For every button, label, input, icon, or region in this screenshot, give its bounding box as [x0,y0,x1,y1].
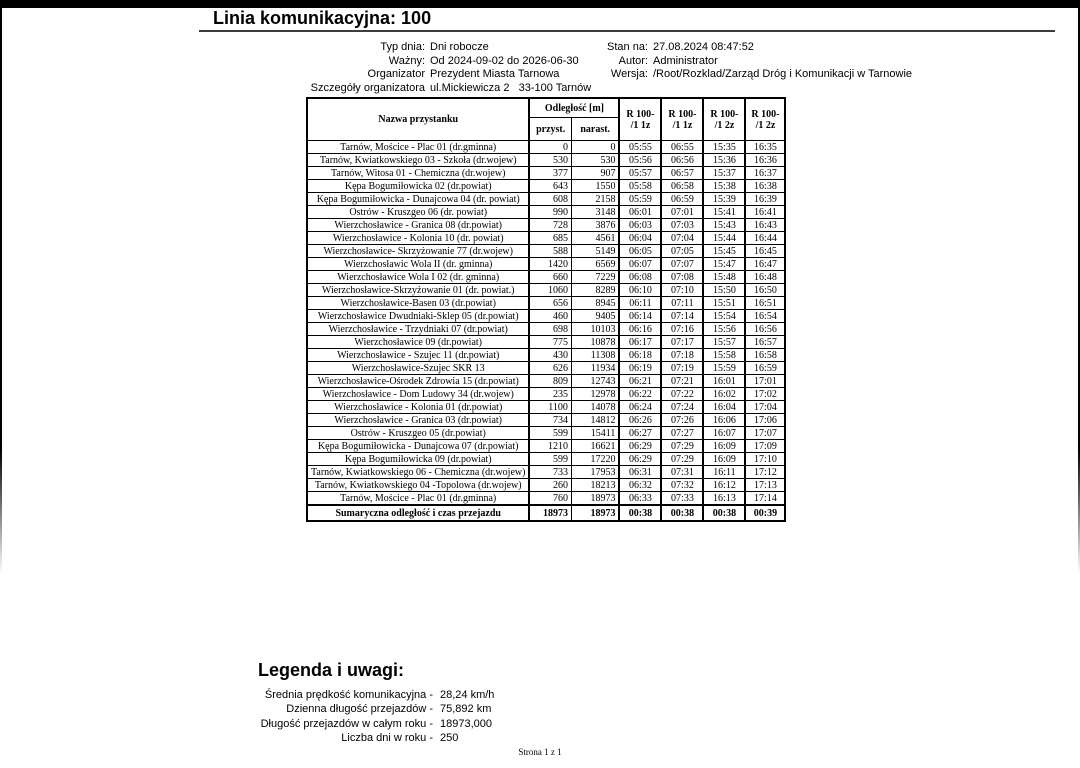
time-1: 05:58 [619,180,661,193]
meta-block-left [185,41,591,95]
time-3: 16:07 [703,427,745,440]
dist-cumulative: 15411 [571,427,619,440]
legend-item [220,731,494,745]
dist-cumulative: 3876 [571,219,619,232]
time-1: 06:29 [619,453,661,466]
dist-stop: 588 [529,245,571,258]
meta-row [185,41,591,55]
dist-cumulative: 12978 [571,388,619,401]
meta-row [185,82,591,96]
time-1: 06:31 [619,466,661,479]
stop-name: Wierzchosławice - Kolonia 10 (dr. powiat) [307,232,529,245]
course-line-1: R 100- [668,108,697,120]
col-header-stop-name: Nazwa przystanku [307,98,529,141]
meta-value: 27.08.2024 08:47:52 [653,41,754,53]
dist-stop: 0 [529,141,571,154]
time-1: 06:22 [619,388,661,401]
meta-block-right [596,41,912,82]
time-3: 15:47 [703,258,745,271]
time-4: 17:01 [745,375,785,388]
time-4: 16:59 [745,362,785,375]
time-4: 16:58 [745,349,785,362]
legend-item-value: 28,24 km/h [440,689,495,701]
scan-edge-left [0,8,2,574]
time-3: 15:41 [703,206,745,219]
course-line-2: /1 1z [672,119,693,131]
table-row [307,167,785,180]
legend-item [220,702,494,716]
time-2: 06:55 [661,141,703,154]
scan-edge-top [0,0,1080,8]
dist-cumulative: 17220 [571,453,619,466]
dist-cumulative: 14078 [571,401,619,414]
time-2: 06:59 [661,193,703,206]
stop-name: Wierzchosławice - Granica 03 (dr.powiat) [307,414,529,427]
time-2: 07:29 [661,453,703,466]
time-4: 17:14 [745,492,785,506]
stop-name: Wierzchosławice - Granica 08 (dr.powiat) [307,219,529,232]
stop-name: Ostrów - Kruszgeo 06 (dr. powiat) [307,206,529,219]
time-3: 16:13 [703,492,745,506]
time-4: 16:51 [745,297,785,310]
table-row [307,245,785,258]
dist-stop: 660 [529,271,571,284]
dist-cumulative: 14812 [571,414,619,427]
time-3: 15:57 [703,336,745,349]
legend-item-value: 250 [440,731,459,744]
summary-row [307,505,785,521]
time-1: 06:17 [619,336,661,349]
dist-cumulative: 8945 [571,297,619,310]
time-3: 15:44 [703,232,745,245]
time-3: 15:58 [703,349,745,362]
time-4: 16:56 [745,323,785,336]
table-row [307,414,785,427]
table-row [307,154,785,167]
stop-name: Tarnów, Kwiatkowskiego 03 - Szkoła (dr.wojew) [307,154,529,167]
time-4: 17:09 [745,440,785,453]
time-2: 06:57 [661,167,703,180]
time-4: 16:39 [745,193,785,206]
dist-cumulative: 11934 [571,362,619,375]
time-3: 15:59 [703,362,745,375]
time-3: 15:48 [703,271,745,284]
stop-name: Wierzchosławice - Trzydniaki 07 (dr.powiat) [307,323,529,336]
dist-stop: 990 [529,206,571,219]
time-1: 06:32 [619,479,661,492]
time-3: 16:04 [703,401,745,414]
stop-name: Kępa Bogumiłowicka 02 (dr.powiat) [307,180,529,193]
time-2: 07:29 [661,440,703,453]
meta-value: Administrator [653,54,718,67]
course-line-1: R 100- [751,108,780,120]
time-2: 06:58 [661,180,703,193]
stop-name: Wierzchosławice 09 (dr.powiat) [307,336,529,349]
time-2: 07:17 [661,336,703,349]
summary-label: Sumaryczna odległość i czas przejazdu [307,505,529,521]
dist-stop: 608 [529,193,571,206]
dist-cumulative: 6569 [571,258,619,271]
meta-label: Szczegóły organizatora [310,81,425,94]
time-4: 16:45 [745,245,785,258]
table-row [307,193,785,206]
time-3: 15:45 [703,245,745,258]
table-row [307,375,785,388]
time-4: 16:54 [745,310,785,323]
dist-cumulative: 1550 [571,180,619,193]
stop-name: Kępa Bogumiłowicka - Dunajcowa 04 (dr. powiat) [307,193,529,206]
summary-time-1: 00:38 [619,505,661,521]
course-line-2: /1 1z [630,119,651,131]
dist-cumulative: 7229 [571,271,619,284]
table-row [307,297,785,310]
time-3: 16:01 [703,375,745,388]
stop-name: Wierzchosławice Wola I 02 (dr. gminna) [307,271,529,284]
time-4: 16:43 [745,219,785,232]
legend-item [220,688,494,702]
time-1: 05:59 [619,193,661,206]
table-row [307,141,785,154]
time-1: 05:56 [619,154,661,167]
time-4: 17:10 [745,453,785,466]
stop-name: Tarnów, Witosa 01 - Chemiczna (dr.wojew) [307,167,529,180]
meta-row [596,55,912,69]
meta-value: /Root/Rozklad/Zarząd Dróg i Komunikacji w Tarnowie [653,68,913,80]
dist-cumulative: 18973 [571,492,619,506]
time-4: 16:38 [745,180,785,193]
meta-label: Typ dnia: [380,41,425,53]
stop-name: Wierzchosławice-Basen 03 (dr.powiat) [307,297,529,310]
time-3: 15:36 [703,154,745,167]
time-2: 07:11 [661,297,703,310]
table-row [307,206,785,219]
table-row [307,362,785,375]
time-1: 06:01 [619,206,661,219]
stop-name: Wierzchosławice - Dom Ludowy 34 (dr.wojew) [307,388,529,401]
course-line-1: R 100- [626,108,655,120]
dist-cumulative: 12743 [571,375,619,388]
stop-name: Tarnów, Kwiatkowskiego 04 -Topolowa (dr.wojew) [307,479,529,492]
dist-stop: 656 [529,297,571,310]
time-3: 15:54 [703,310,745,323]
time-3: 15:56 [703,323,745,336]
meta-label: Organizator [367,68,425,80]
course-line-2: /1 2z [714,119,735,131]
time-1: 06:26 [619,414,661,427]
table-row [307,492,785,506]
time-2: 07:05 [661,245,703,258]
time-2: 07:26 [661,414,703,427]
time-2: 07:18 [661,349,703,362]
course-line-2: /1 2z [755,119,776,131]
legend-item-label: Dzienna długość przejazdów - [286,703,433,716]
col-header-distance-group: Odległość [m] [529,98,619,118]
legend-item-value: 75,892 km [440,703,492,716]
dist-stop: 809 [529,375,571,388]
time-1: 06:29 [619,440,661,453]
dist-cumulative: 8289 [571,284,619,297]
time-1: 06:33 [619,492,661,506]
time-2: 07:03 [661,219,703,232]
stop-name: Wierzchosławice-Ośrodek Zdrowia 15 (dr.powiat) [307,375,529,388]
dist-stop: 685 [529,232,571,245]
stop-name: Wierzchosławice Dwudniaki-Sklep 05 (dr.powiat) [307,310,529,323]
time-3: 16:02 [703,388,745,401]
time-4: 17:02 [745,388,785,401]
time-3: 16:11 [703,466,745,479]
time-2: 07:32 [661,479,703,492]
dist-cumulative: 10878 [571,336,619,349]
meta-label: Ważny: [388,54,425,67]
dist-cumulative: 10103 [571,323,619,336]
dist-cumulative: 5149 [571,245,619,258]
meta-row [185,68,591,82]
stop-name: Wierzchosławice - Szujec 11 (dr.powiat) [307,349,529,362]
time-4: 16:41 [745,206,785,219]
meta-value: Dni robocze [430,41,489,53]
time-1: 06:11 [619,297,661,310]
dist-stop: 734 [529,414,571,427]
legend-item-value: 18973,000 [440,717,492,730]
table-row [307,310,785,323]
legend-item [220,717,494,731]
dist-cumulative: 2158 [571,193,619,206]
col-header-course-1 [619,98,661,141]
time-1: 06:19 [619,362,661,375]
dist-stop: 1100 [529,401,571,414]
time-2: 07:19 [661,362,703,375]
summary-dist-stop: 18973 [529,505,571,521]
time-4: 17:04 [745,401,785,414]
time-4: 16:48 [745,271,785,284]
time-1: 06:05 [619,245,661,258]
time-1: 06:10 [619,284,661,297]
time-1: 05:57 [619,167,661,180]
dist-stop: 530 [529,154,571,167]
course-line-1: R 100- [710,108,739,120]
time-3: 15:51 [703,297,745,310]
time-2: 07:33 [661,492,703,506]
dist-cumulative: 9405 [571,310,619,323]
dist-stop: 377 [529,167,571,180]
time-4: 16:35 [745,141,785,154]
dist-stop: 760 [529,492,571,506]
dist-cumulative: 18213 [571,479,619,492]
meta-value: Od 2024-09-02 do 2026-06-30 [430,54,579,67]
dist-stop: 626 [529,362,571,375]
dist-stop: 698 [529,323,571,336]
time-1: 06:18 [619,349,661,362]
time-4: 17:07 [745,427,785,440]
table-row [307,271,785,284]
timetable-header [307,98,785,141]
time-3: 15:43 [703,219,745,232]
time-4: 17:12 [745,466,785,479]
table-row [307,349,785,362]
table-row [307,388,785,401]
col-header-course-2 [661,98,703,141]
table-row [307,453,785,466]
timetable-body [307,141,785,506]
table-row [307,466,785,479]
time-3: 16:09 [703,440,745,453]
time-2: 07:07 [661,258,703,271]
dist-stop: 599 [529,427,571,440]
time-1: 06:04 [619,232,661,245]
legend-item-label: Długość przejazdów w całym roku - [260,717,433,730]
time-2: 07:08 [661,271,703,284]
stop-name: Wierzchosławice-Szujec SKR 13 [307,362,529,375]
table-row [307,323,785,336]
table-row [307,427,785,440]
stop-name: Tarnów, Kwiatkowskiego 06 - Chemiczna (dr.wojew) [307,466,529,479]
meta-row [596,41,912,55]
dist-cumulative: 0 [571,141,619,154]
stop-name: Wierzchosławice - Kolonia 01 (dr.powiat) [307,401,529,414]
table-row [307,401,785,414]
time-2: 07:14 [661,310,703,323]
time-4: 17:13 [745,479,785,492]
summary-time-2: 00:38 [661,505,703,521]
time-2: 07:10 [661,284,703,297]
summary-time-4: 00:39 [745,505,785,521]
dist-stop: 1210 [529,440,571,453]
legend-item-label: Średnia prędkość komunikacyjna - [264,689,433,701]
time-3: 15:35 [703,141,745,154]
table-row [307,258,785,271]
meta-label: Stan na: [607,41,648,53]
legend-title: Legenda i uwagi: [258,660,405,680]
dist-stop: 643 [529,180,571,193]
timetable-summary [307,505,785,521]
dist-cumulative: 907 [571,167,619,180]
time-4: 16:50 [745,284,785,297]
meta-value: ul.Mickiewicza 2 33-100 Tarnów [430,81,592,94]
table-row [307,479,785,492]
stop-name: Ostrów - Kruszgeo 05 (dr.powiat) [307,427,529,440]
col-header-course-4 [745,98,785,141]
time-3: 15:39 [703,193,745,206]
page-title: Linia komunikacyjna: 100 [213,8,432,28]
stop-name: Wierzchosławic Wola II (dr. gminna) [307,258,529,271]
dist-stop: 728 [529,219,571,232]
time-2: 07:01 [661,206,703,219]
dist-stop: 733 [529,466,571,479]
table-row [307,440,785,453]
summary-time-3: 00:38 [703,505,745,521]
dist-cumulative: 16621 [571,440,619,453]
dist-stop: 775 [529,336,571,349]
time-4: 16:57 [745,336,785,349]
meta-value: Prezydent Miasta Tarnowa [430,68,560,80]
time-1: 06:21 [619,375,661,388]
dist-stop: 235 [529,388,571,401]
time-3: 16:06 [703,414,745,427]
time-1: 06:24 [619,401,661,414]
time-1: 06:27 [619,427,661,440]
col-header-dist-cumulative: narast. [571,118,619,141]
dist-stop: 430 [529,349,571,362]
meta-row [596,68,912,82]
title-underline [199,30,1055,32]
time-3: 15:37 [703,167,745,180]
legend-item-label: Liczba dni w roku - [341,731,433,744]
meta-label: Autor: [618,54,648,67]
dist-stop: 1060 [529,284,571,297]
time-1: 05:55 [619,141,661,154]
time-4: 16:44 [745,232,785,245]
table-row [307,336,785,349]
meta-row [185,55,591,69]
col-header-dist-stop: przyst. [529,118,571,141]
time-2: 07:24 [661,401,703,414]
dist-cumulative: 3148 [571,206,619,219]
time-4: 16:47 [745,258,785,271]
col-header-course-3 [703,98,745,141]
time-2: 07:31 [661,466,703,479]
time-3: 16:12 [703,479,745,492]
dist-stop: 460 [529,310,571,323]
summary-dist-cumulative: 18973 [571,505,619,521]
time-4: 16:37 [745,167,785,180]
dist-cumulative: 4561 [571,232,619,245]
dist-cumulative: 11308 [571,349,619,362]
time-3: 15:50 [703,284,745,297]
table-row [307,232,785,245]
time-2: 07:16 [661,323,703,336]
table-row [307,284,785,297]
time-2: 07:27 [661,427,703,440]
time-2: 07:22 [661,388,703,401]
time-3: 16:09 [703,453,745,466]
dist-cumulative: 530 [571,154,619,167]
stop-name: Wierzchosławice-Skrzyżowanie 01 (dr. powiat.) [307,284,529,297]
time-4: 17:06 [745,414,785,427]
time-1: 06:08 [619,271,661,284]
time-3: 15:38 [703,180,745,193]
time-2: 06:56 [661,154,703,167]
stop-name: Kępa Bogumiłowicka - Dunajcowa 07 (dr.powiat) [307,440,529,453]
dist-stop: 599 [529,453,571,466]
time-2: 07:04 [661,232,703,245]
time-1: 06:14 [619,310,661,323]
table-row [307,219,785,232]
stop-name: Wierzchosławice- Skrzyżowanie 77 (dr.wojew) [307,245,529,258]
page-number: Strona 1 z 1 [518,747,562,757]
timetable [306,97,786,522]
time-1: 06:07 [619,258,661,271]
stop-name: Kępa Bogumiłowicka 09 (dr.powiat) [307,453,529,466]
meta-label: Wersja: [610,68,648,80]
dist-cumulative: 17953 [571,466,619,479]
table-row [307,180,785,193]
dist-stop: 260 [529,479,571,492]
stop-name: Tarnów, Mościce - Plac 01 (dr.gminna) [307,141,529,154]
time-1: 06:03 [619,219,661,232]
time-2: 07:21 [661,375,703,388]
time-1: 06:16 [619,323,661,336]
time-4: 16:36 [745,154,785,167]
dist-stop: 1420 [529,258,571,271]
stop-name: Tarnów, Mościce - Plac 01 (dr.gminna) [307,492,529,506]
legend-items [220,688,494,745]
